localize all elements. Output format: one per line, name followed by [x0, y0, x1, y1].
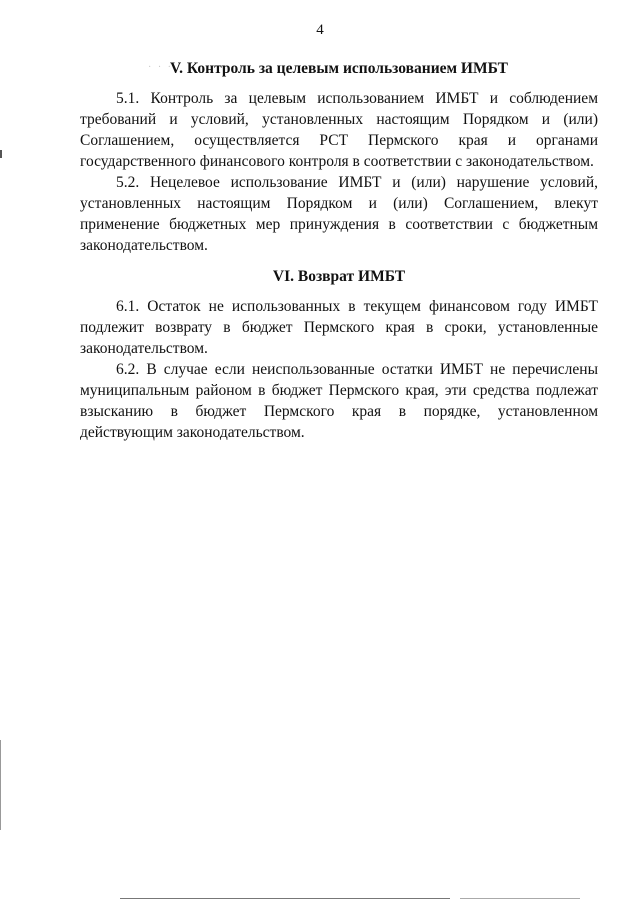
- paragraph-5-1: 5.1. Контроль за целевым использованием ИМБТ и соблюдением требований и условий, установленных настоящим Порядком и (или) Соглашением, осуществляется РСТ Пермского края и органами государственного финансового контроля в соответствии с законодательством.: [80, 90, 598, 170]
- scan-artifact-dots: · · ·: [148, 62, 173, 73]
- page-number: 4: [316, 22, 324, 38]
- scan-edge-mark-bottom: [0, 740, 1, 830]
- paragraph-6-2: 6.2. В случае если неиспользованные остатки ИМБТ не перечислены муниципальным районом в бюджет Пермского края, эти средства подлежат взысканию в бюджет Пермского края в порядке, установленном действующим законодательством.: [80, 361, 598, 441]
- paragraph-6-1: 6.1. Остаток не использованных в текущем финансовом году ИМБТ подлежит возврату в бюджет Пермского края в сроки, установленные законодательством.: [80, 298, 598, 357]
- document-body: [80, 60, 598, 443]
- scan-bottom-line-left: [120, 898, 450, 899]
- section-6-title: VI. Возврат ИМБТ: [272, 268, 406, 285]
- section-5-title: V. Контроль за целевым использованием ИМБТ: [169, 60, 509, 77]
- scan-bottom-line-right: [460, 898, 580, 899]
- scan-edge-mark-top: [0, 150, 2, 158]
- paragraph-5-2: 5.2. Нецелевое использование ИМБТ и (или) нарушение условий, установленных настоящим Порядком и (или) Соглашением, влекут применение бюджетных мер принуждения в соответствии с бюджетным законодательством.: [80, 174, 598, 254]
